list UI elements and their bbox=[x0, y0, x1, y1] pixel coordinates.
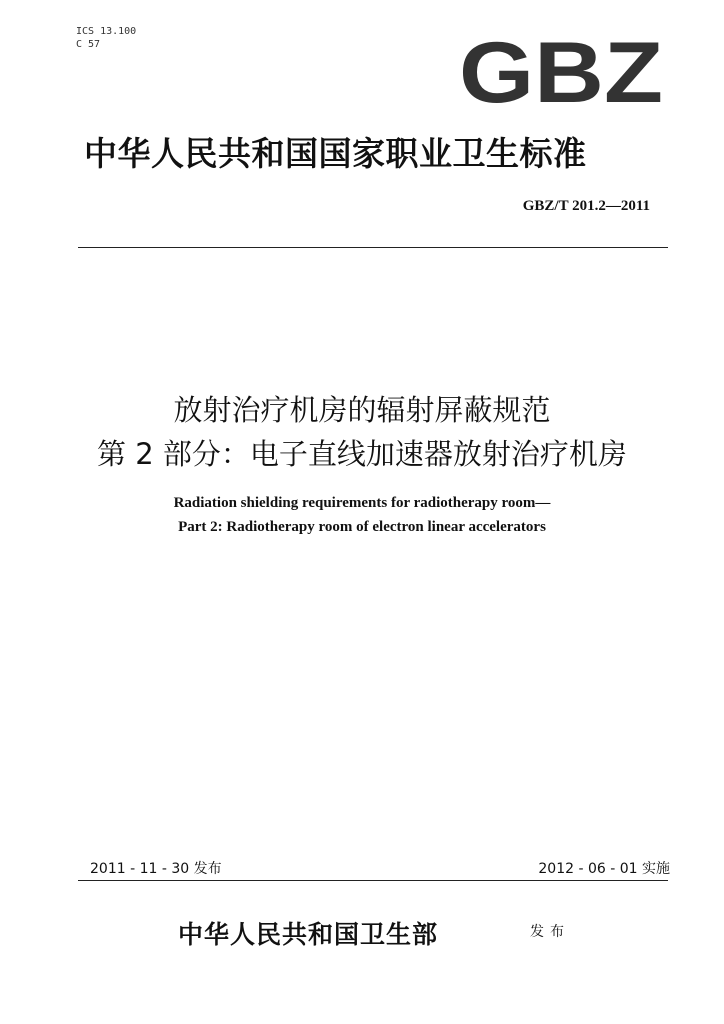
gbz-logo-text: GBZ bbox=[459, 38, 663, 104]
publish-label: 发布 bbox=[530, 924, 570, 940]
issue-date: 2011 - 11 - 30 发布 bbox=[90, 861, 222, 877]
organization-title: 中华人民共和国国家职业卫生标准 bbox=[84, 134, 587, 173]
gbz-logo bbox=[458, 38, 664, 104]
title-chinese-line-2: 第 2 部分：电子直线加速器放射治疗机房 bbox=[97, 437, 627, 471]
standard-number: GBZ/T 201.2—2011 bbox=[522, 198, 650, 214]
ics-code: ICS 13.100 bbox=[76, 26, 137, 37]
title-chinese-line-1: 放射治疗机房的辐射屏蔽规范 bbox=[173, 393, 551, 427]
top-divider bbox=[78, 247, 668, 248]
ccs-code: C 57 bbox=[76, 39, 101, 50]
classification-codes bbox=[76, 25, 136, 51]
implementation-date: 2012 - 06 - 01 实施 bbox=[538, 861, 670, 877]
publisher-name: 中华人民共和国卫生部 bbox=[178, 920, 439, 949]
title-english-line-2: Part 2: Radiotherapy room of electron linear accelerators bbox=[178, 519, 546, 535]
bottom-divider bbox=[78, 880, 668, 881]
title-english-line-1: Radiation shielding requirements for radiotherapy room— bbox=[173, 495, 551, 511]
